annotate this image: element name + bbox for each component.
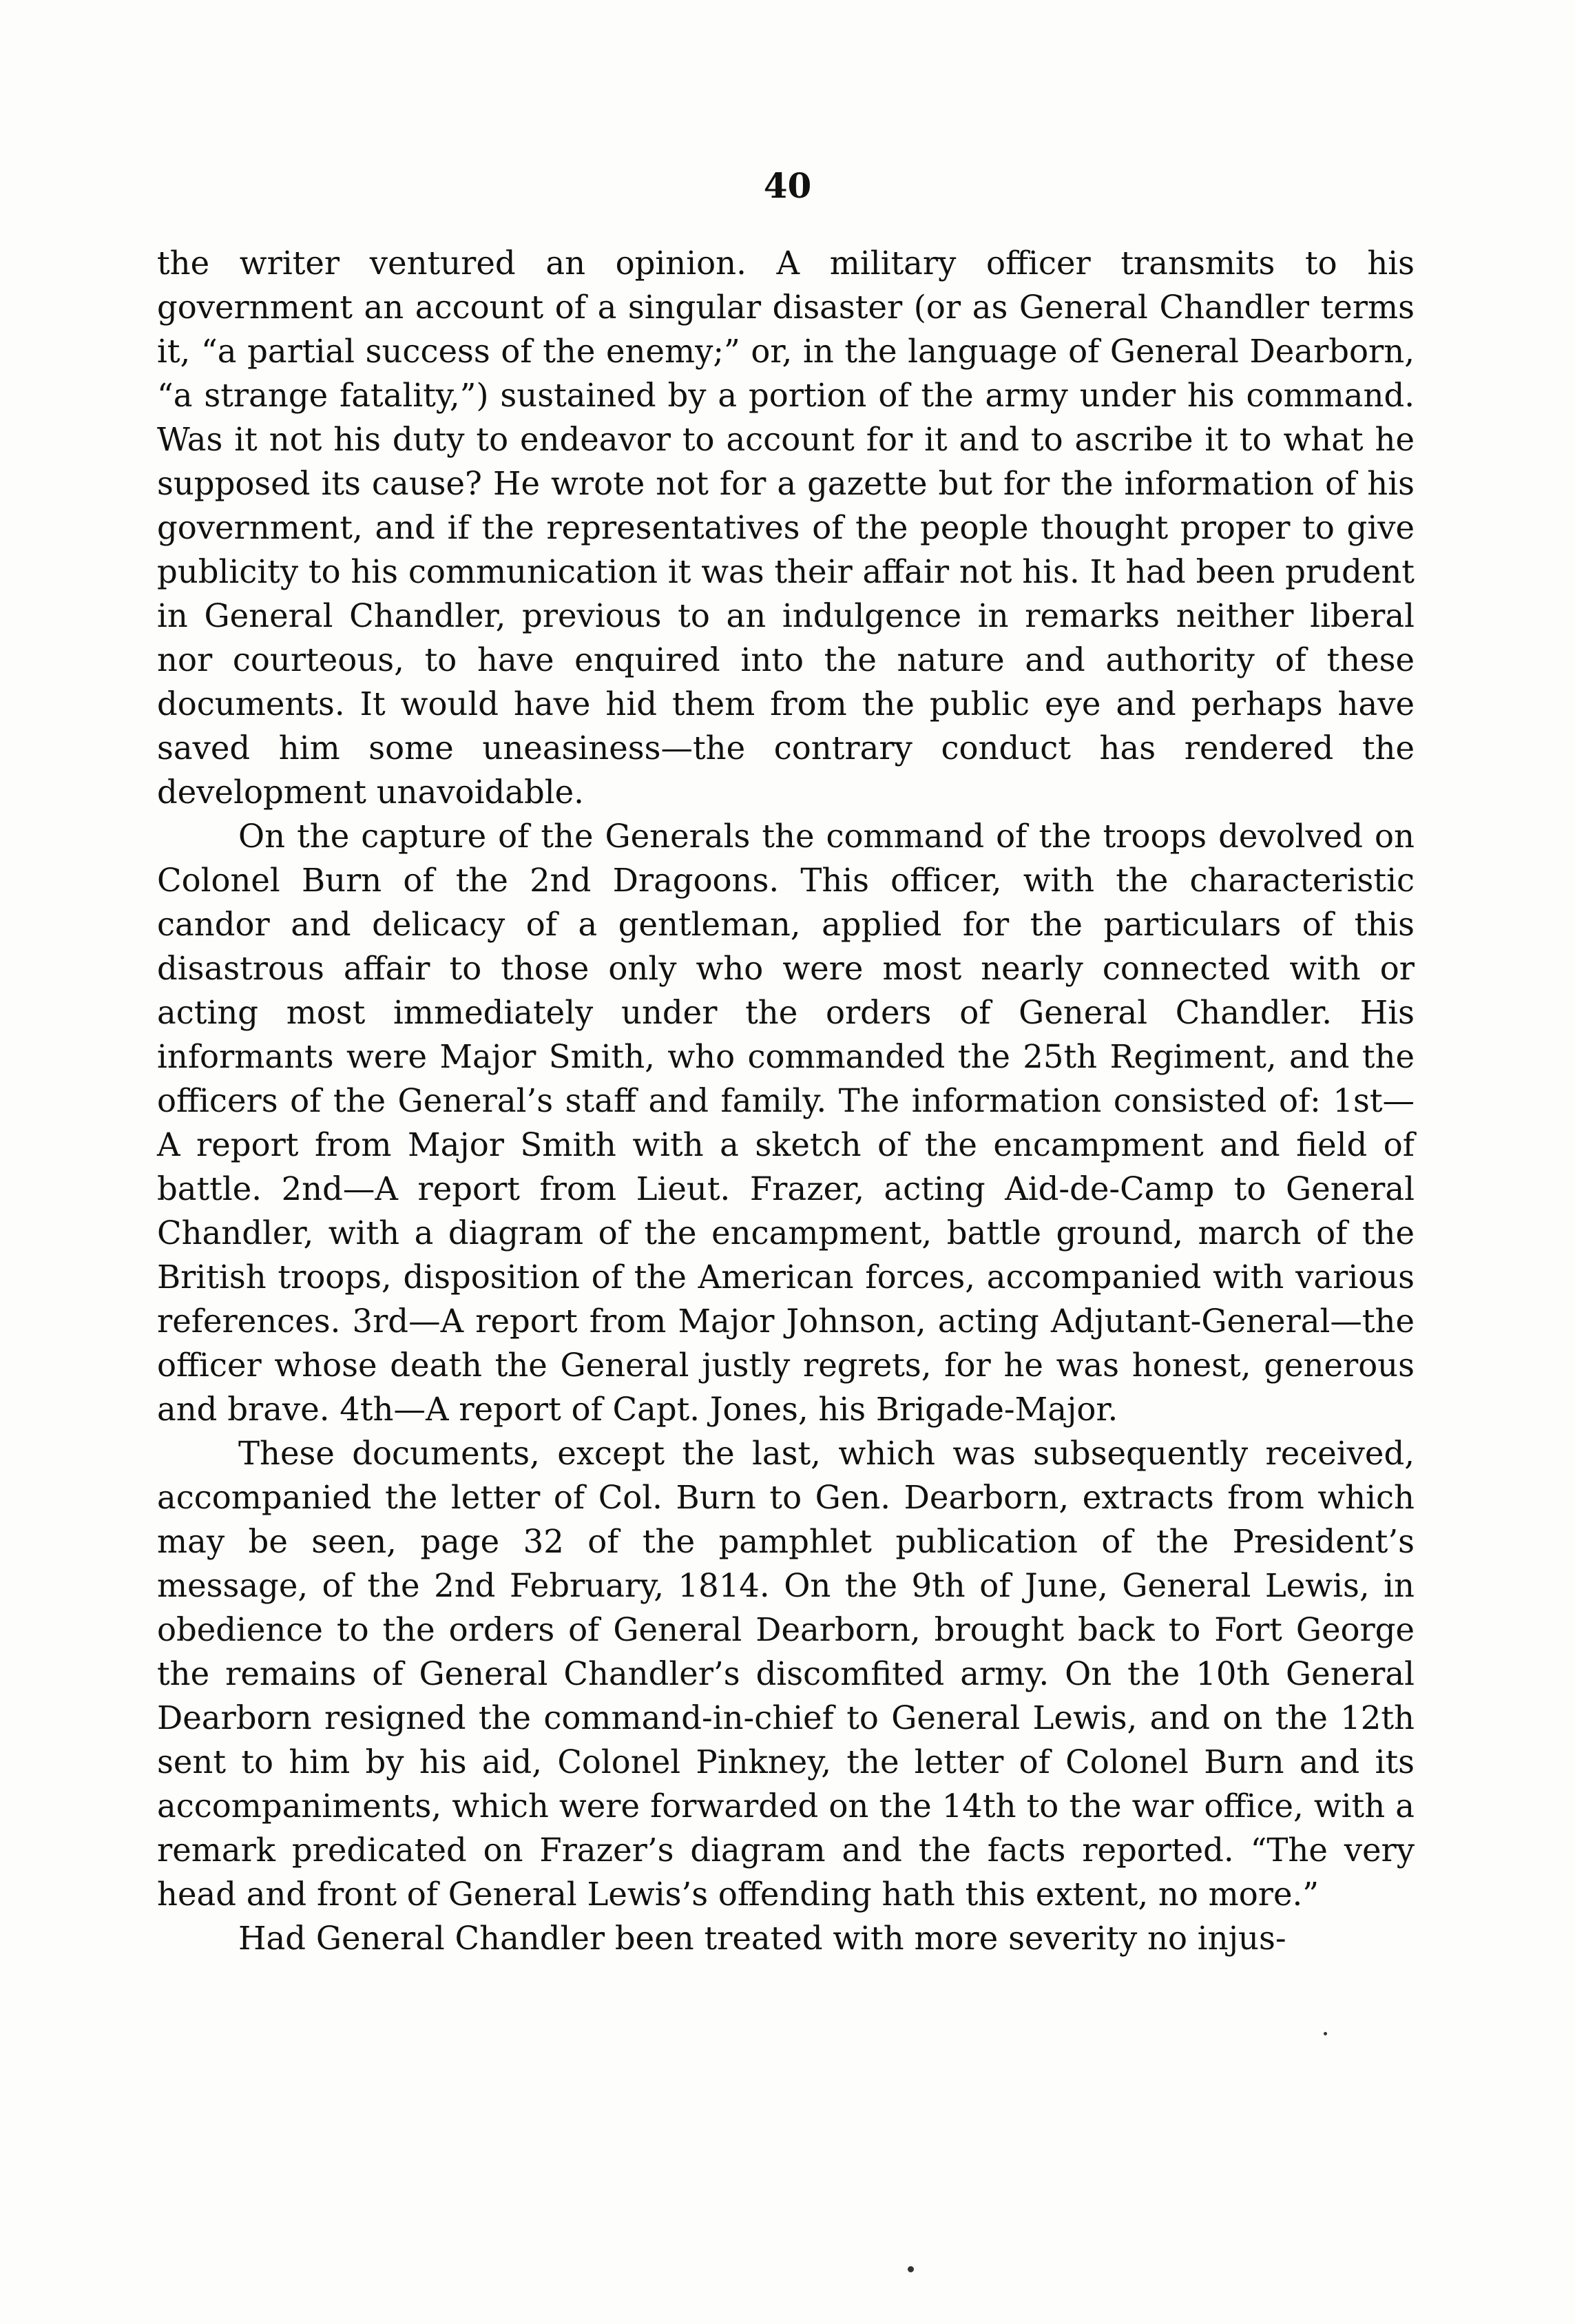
page-number: 40 [763,165,812,206]
paragraph-3: These documents, except the last, which was subsequently received, accompanied the letter of Col. Burn to Gen. Dearborn, extracts from which may be seen, page 32 of the pamphlet publication of the President’s message, of the 2nd February, 1814. On the 9th of June, General Lewis, in obedience to the orders of General Dearborn, brought back to Fort George the remains of General Chandler’s discomfited army. On the 10th General Dearborn resigned the command-in-chief to General Lewis, and on the 12th sent to him by his aid, Colonel Pinkney, the letter of Colonel Burn and its accompaniments, which were forwarded on the 14th to the war office, with a remark predicated on Frazer’s diagram and the facts reported. “The very head and front of General Lewis’s offending hath this extent, no more.” [157,1435,1415,1913]
paragraph-1: the writer ventured an opinion. A military officer transmits to his government an account of a singular disaster (or as General Chandler terms it, “a partial success of the enemy;” or, in the language of General Dearborn, “a strange fatality,”) sustained by a portion of the army under his command. Was it not his duty to endeavor to account for it and to ascribe it to what he supposed its cause? He wrote not for a gazette but for the information of his government, and if the representatives of the people thought proper to give publicity to his communication it was their affair not his. It had been prudent in General Chandler, previous to an indulgence in remarks neither liberal nor courteous, to have enquired into the nature and authority of these documents. It would have hid them from the public eye and perhaps have saved him some uneasiness—the contrary conduct has rendered the development unavoidable. [157,245,1415,811]
scan-speck [1324,2032,1327,2035]
scan-speck [908,2266,914,2272]
body-text [157,241,1415,1960]
paragraph-4: Had General Chandler been treated with more severity no injus- [238,1920,1286,1957]
paragraph-2: On the capture of the Generals the command of the troops devolved on Colonel Burn of the 2nd Dragoons. This officer, with the characteristic candor and delicacy of a gentleman, applied for the particulars of this disastrous affair to those only who were most nearly connected with or acting most immediately under the orders of General Chandler. His informants were Major Smith, who commanded the 25th Regiment, and the officers of the General’s staff and family. The information consisted of: 1st—A report from Major Smith with a sketch of the encampment and field of battle. 2nd—A report from Lieut. Frazer, acting Aid-de-Camp to General Chandler, with a diagram of the encampment, battle ground, march of the British troops, disposition of the American forces, accompanied with various references. 3rd—A report from Major Johnson, acting Adjutant-General—the officer whose death the General justly regrets, for he was honest, generous and brave. 4th—A report of Capt. Jones, his Brigade-Major. [157,818,1415,1428]
